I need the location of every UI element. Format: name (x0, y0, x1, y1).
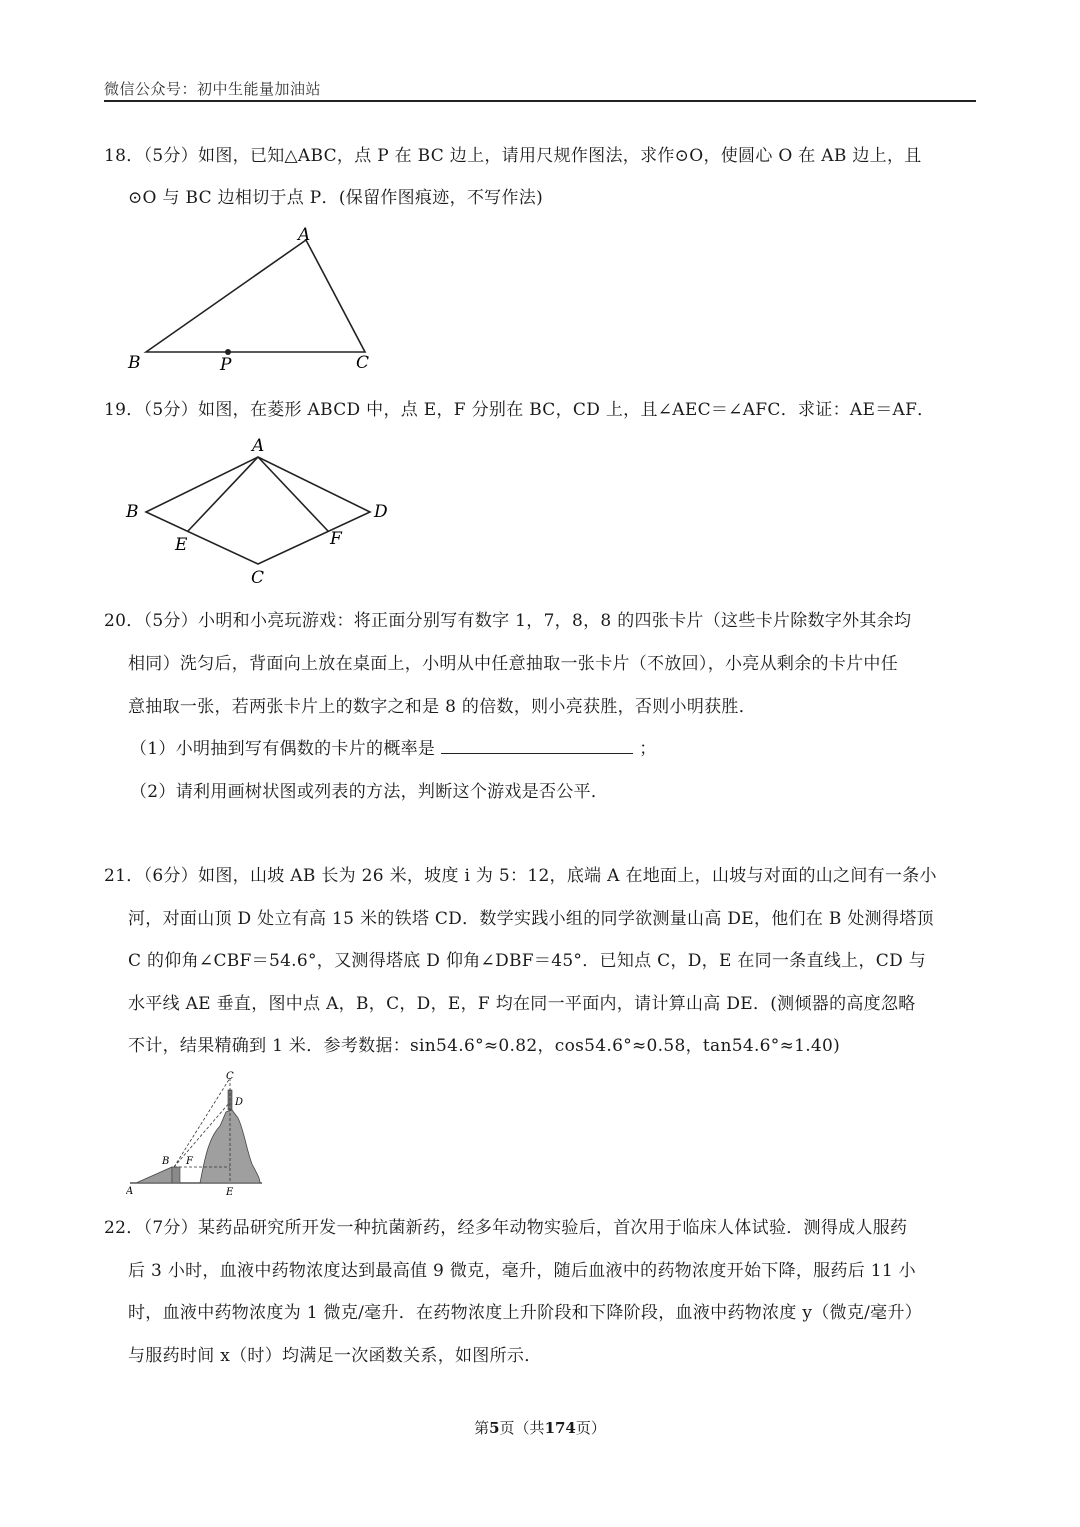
page-footer (0, 1417, 1080, 1438)
q22-line-3: 时，血液中药物浓度为 1 微克/毫升．在药物浓度上升阶段和下降阶段，血液中药物浓度 y（微克/毫升） (128, 1303, 923, 1323)
label-b: B (162, 1156, 170, 1167)
q20-sub-1 (130, 734, 1010, 759)
q19-line-1: 19．（5分）如图，在菱形 ABCD 中，点 E，F 分别在 BC，CD 上，且∠AEC＝∠AFC．求证：AE＝AF． (104, 400, 935, 420)
footer-prefix: 第 (474, 1419, 490, 1437)
label-b: B (126, 502, 139, 522)
label-a: A (252, 436, 265, 456)
q20-sub-1-text: （1）小明抽到写有偶数的卡片的概率是 (130, 739, 436, 759)
q22-line-4: 与服药时间 x（时）均满足一次函数关系，如图所示． (128, 1346, 542, 1366)
q21-line-3: C 的仰角∠CBF＝54.6°，又测得塔底 D 仰角∠DBF＝45°．已知点 C，D，E 在同一条直线上，CD 与 (128, 951, 927, 971)
label-d: D (235, 1097, 244, 1108)
q18-line-2: ⊙O 与 BC 边相切于点 P．(保留作图痕迹，不写作法) (128, 188, 544, 208)
label-a: A (126, 1186, 134, 1197)
label-a: A (298, 225, 311, 245)
q20-line-1: 20．（5分）小明和小亮玩游戏：将正面分别写有数字 1，7，8，8 的四张卡片（这些卡片除数字外其余均 (104, 611, 912, 631)
label-b: B (128, 353, 141, 373)
q21-line-1: 21．（6分）如图，山坡 AB 长为 26 米，坡度 i 为 5：12，底端 A 在地面上，山坡与对面的山之间有一条小 (104, 866, 937, 886)
q21-line-4: 水平线 AE 垂直，图中点 A，B，C，D，E，F 均在同一平面内，请计算山高 DE．(测倾器的高度忽略 (128, 994, 916, 1014)
instrument-post (172, 1167, 180, 1183)
q21-line-5: 不计，结果精确到 1 米．参考数据：sin54.6°≈0.82，cos54.6°≈0.58，tan54.6°≈1.40) (128, 1036, 841, 1056)
page-header (104, 76, 976, 102)
label-f: F (330, 529, 342, 549)
q20-line-2: 相同）洗匀后，背面向上放在桌面上，小明从中任意抽取一张卡片（不放回），小亮从剩余的卡片中任 (128, 654, 898, 674)
footer-total-pages: 174 (544, 1419, 576, 1437)
label-d: D (374, 502, 388, 522)
q18-triangle-figure (120, 222, 390, 374)
label-c: C (356, 353, 370, 373)
slope-ab (136, 1167, 172, 1183)
segment-ae (188, 457, 258, 531)
q22-line-1: 22．（7分）某药品研究所开发一种抗菌新药，经多年动物实验后，首次用于临床人体试验．测得成人服药 (104, 1218, 908, 1238)
footer-page-number: 5 (489, 1419, 500, 1437)
q18-line-1: 18．（5分）如图，已知△ABC，点 P 在 BC 边上，请用尺规作图法，求作⊙O，使圆心 O 在 AB 边上，且 (104, 146, 922, 166)
segment-af (258, 457, 328, 531)
q21-mountain-figure (126, 1068, 266, 1198)
label-c: C (226, 1071, 234, 1082)
label-f: F (186, 1156, 193, 1167)
q19-rhombus-figure (118, 432, 398, 588)
q21-line-2: 河，对面山顶 D 处立有高 15 米的铁塔 CD．数学实践小组的同学欲测量山高 DE，他们在 B 处测得塔顶 (128, 909, 934, 929)
q20-line-3: 意抽取一张，若两张卡片上的数字之和是 8 的倍数，则小亮获胜，否则小明获胜． (128, 697, 757, 717)
triangle-abc (146, 240, 365, 352)
q20-sub-2: （2）请利用画树状图或列表的方法，判断这个游戏是否公平． (130, 782, 609, 802)
label-p: P (220, 355, 232, 374)
label-e: E (226, 1187, 234, 1198)
footer-suffix: 页） (575, 1419, 606, 1437)
answer-blank (441, 739, 633, 754)
footer-mid: 页（共 (499, 1419, 545, 1437)
q20-sub-1-end: ； (639, 739, 657, 759)
label-e: E (175, 535, 188, 555)
header-text: 微信公众号：初中生能量加油站 (104, 80, 322, 98)
label-c: C (251, 568, 265, 588)
q22-line-2: 后 3 小时，血液中药物浓度达到最高值 9 微克，毫升，随后血液中的药物浓度开始下降，服药后 11 小 (128, 1261, 916, 1281)
